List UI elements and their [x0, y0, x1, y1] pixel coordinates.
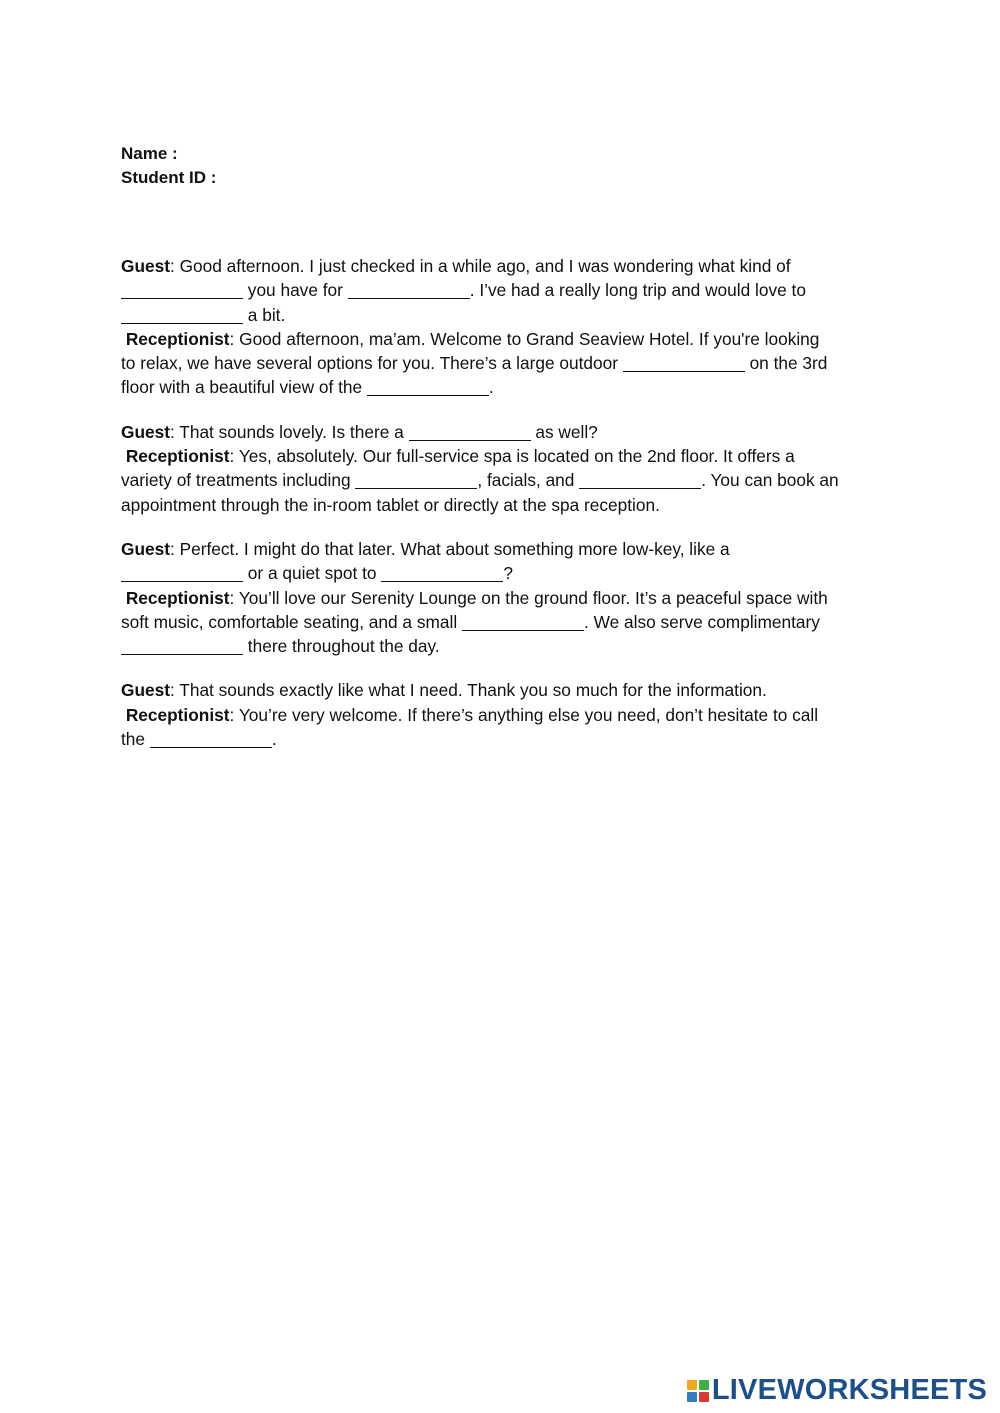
exchange-3	[121, 537, 883, 658]
answer-blank[interactable]	[409, 424, 531, 441]
line-text: : That sounds lovely. Is there a	[169, 421, 409, 442]
dialog-line	[121, 420, 883, 444]
answer-blank[interactable]	[381, 565, 503, 582]
dialog-line	[121, 610, 883, 634]
line-text: to relax, we have several options for you. There’s a large outdoor	[121, 353, 623, 374]
line-text: : Good afternoon, ma’am. Welcome to Grand Seaview Hotel. If you're looking	[229, 328, 820, 349]
line-text: . I’ve had a really long trip and would love to	[469, 280, 806, 301]
dialog-line	[121, 327, 883, 351]
dialog-line	[121, 634, 883, 658]
line-text: , facials, and	[477, 470, 580, 491]
line-text: : Perfect. I might do that later. What about something more low-key, like a	[169, 538, 730, 559]
answer-blank[interactable]	[121, 307, 243, 324]
speaker-receptionist: Receptionist	[125, 587, 230, 608]
line-text: appointment through the in-room tablet or directly at the spa reception.	[121, 494, 660, 515]
dialog-line	[121, 678, 883, 702]
line-text: you have for	[243, 280, 348, 301]
line-text: .	[488, 377, 494, 398]
dialog-line	[121, 493, 883, 517]
line-text: or a quiet spot to	[243, 563, 382, 584]
dialog-line	[121, 278, 883, 302]
speaker-receptionist: Receptionist	[125, 704, 230, 725]
answer-blank[interactable]	[348, 282, 470, 299]
logo-square	[699, 1392, 709, 1402]
logo-text: LIVEWORKSHEETS	[711, 1374, 987, 1406]
answer-blank[interactable]	[121, 638, 243, 655]
student-info	[121, 142, 881, 190]
line-text: : Yes, absolutely. Our full-service spa is located on the 2nd floor. It offers a	[229, 446, 795, 467]
answer-blank[interactable]	[367, 379, 489, 396]
line-text: variety of treatments including	[121, 470, 356, 491]
line-text: .	[271, 729, 277, 750]
line-text: floor with a beautiful view of the	[121, 377, 367, 398]
dialog-line	[121, 468, 883, 492]
speaker-receptionist: Receptionist	[125, 446, 230, 467]
line-text: ?	[503, 563, 513, 584]
logo-mark-icon	[687, 1380, 709, 1402]
line-text: the	[121, 729, 150, 750]
speaker-receptionist: Receptionist	[125, 328, 230, 349]
line-text: soft music, comfortable seating, and a small	[121, 611, 462, 632]
answer-blank[interactable]	[462, 614, 584, 631]
line-text: as well?	[530, 421, 598, 442]
exchange-4	[121, 678, 883, 751]
exchange-1	[121, 254, 883, 400]
dialog-line	[121, 351, 883, 375]
answer-blank[interactable]	[623, 355, 745, 372]
dialog-line	[121, 375, 883, 399]
line-text: on the 3rd	[744, 353, 828, 374]
line-text: : That sounds exactly like what I need. Thank you so much for the information.	[169, 680, 767, 701]
speaker-guest: Guest	[121, 538, 170, 559]
dialog-line	[121, 586, 883, 610]
dialog-line	[121, 561, 883, 585]
dialog-line	[121, 444, 883, 468]
answer-blank[interactable]	[121, 565, 243, 582]
student-id-label: Student ID :	[121, 168, 217, 187]
line-text: : You’ll love our Serenity Lounge on the ground floor. It’s a peaceful space with	[229, 587, 828, 608]
answer-blank[interactable]	[150, 731, 272, 748]
logo-square	[687, 1392, 697, 1402]
speaker-guest: Guest	[121, 421, 170, 442]
answer-blank[interactable]	[355, 472, 477, 489]
exchange-2	[121, 420, 883, 517]
answer-blank[interactable]	[121, 282, 243, 299]
dialog-line	[121, 254, 883, 278]
dialog-line	[121, 303, 883, 327]
dialog-line	[121, 537, 883, 561]
line-text: : Good afternoon. I just checked in a while ago, and I was wondering what kind of	[169, 256, 791, 276]
speaker-guest: Guest	[121, 680, 170, 701]
logo-square	[687, 1380, 697, 1390]
line-text: : You’re very welcome. If there’s anything else you need, don’t hesitate to call	[229, 704, 819, 725]
logo-square	[699, 1380, 709, 1390]
dialog-line	[121, 727, 883, 751]
line-text: . You can book an	[701, 470, 839, 491]
dialog	[121, 254, 883, 771]
liveworksheets-logo	[687, 1374, 987, 1407]
dialog-line	[121, 703, 883, 727]
line-text: there throughout the day.	[243, 636, 440, 657]
line-text: . We also serve complimentary	[583, 611, 820, 632]
speaker-guest: Guest	[121, 256, 170, 276]
name-label: Name :	[121, 144, 178, 163]
answer-blank[interactable]	[579, 472, 701, 489]
line-text: a bit.	[243, 304, 286, 325]
